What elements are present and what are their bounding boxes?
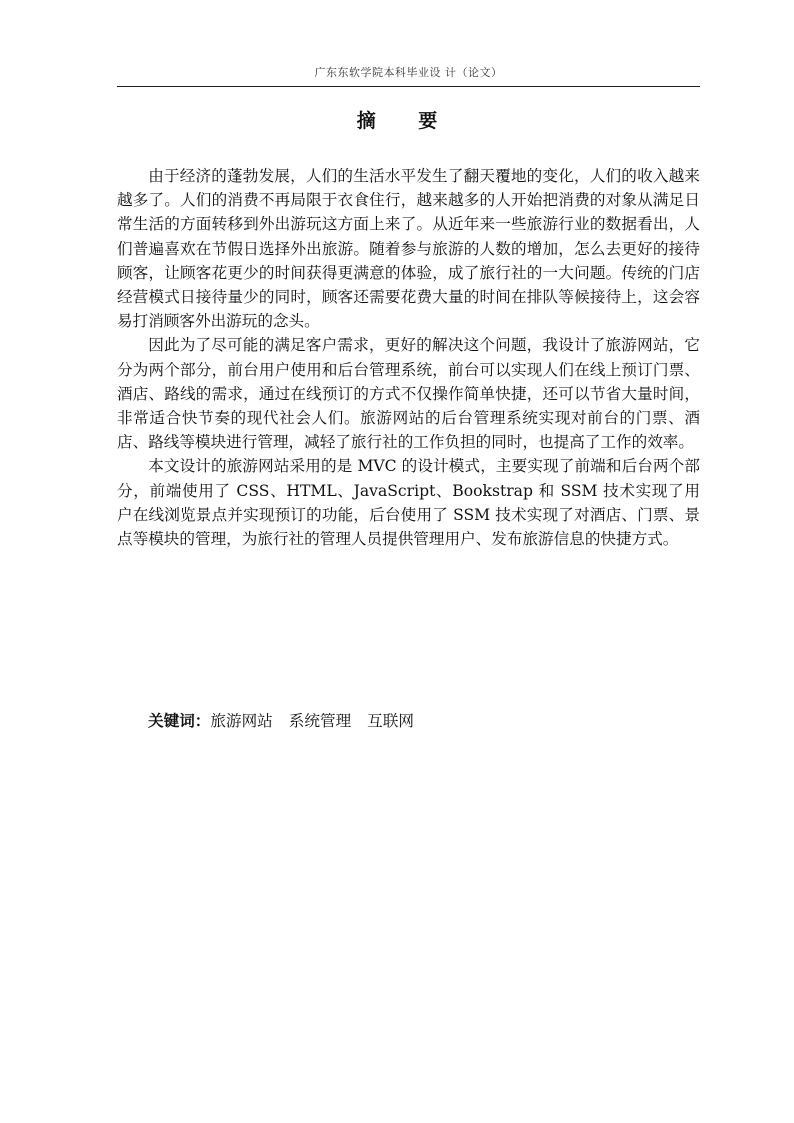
abstract-paragraph-1: 由于经济的蓬勃发展，人们的生活水平发生了翻天覆地的变化，人们的收入越来越多了。人们的消费不再局限于衣食住行，越来越多的人开始把消费的对象从满足日常生活的方面转移到外出游玩这方面上来了。从近年来一些旅游行业的数据看出，人们普遍喜欢在节假日选择外出旅游。随着参与旅游的人数的增加，怎么去更好的接待顾客，让顾客花更少的时间获得更满意的体验，成了旅行社的一大问题。传统的门店经营模式日接待量少的同时，顾客还需要花费大量的时间在排队等候接待上，这会容易打消顾客外出游玩的念头。 — [117, 167, 700, 331]
header-text: 广东东软学院本科毕业设 计（论文） — [314, 66, 503, 79]
keyword-item: 互联网 — [367, 712, 414, 730]
abstract-title: 摘 要 — [356, 110, 456, 132]
abstract-paragraph-2: 因此为了尽可能的满足客户需求，更好的解决这个问题，我设计了旅游网站，它分为两个部分，前台用户使用和后台管理系统，前台可以实现人们在线上预订门票、酒店、路线的需求，通过在线预订的方式不仅操作简单快捷，还可以节省大量时间，非常适合快节奏的现代社会人们。旅游网站的后台管理系统实现对前台的门票、酒店、路线等模块进行管理，减轻了旅行社的工作负担的同时，也提高了工作的效率。 — [117, 336, 700, 452]
abstract-body — [117, 164, 700, 551]
keyword-item: 旅游网站 — [210, 712, 273, 730]
keyword-item: 系统管理 — [288, 712, 352, 730]
keywords-line — [148, 709, 648, 733]
keywords-label: 关键词： — [148, 712, 211, 730]
page-header — [117, 64, 700, 87]
abstract-paragraph-3: 本文设计的旅游网站采用的是 MVC 的设计模式，主要实现了前端和后台两个部分，前端使用了 CSS、HTML、JavaScript、Bookstrap 和 SSM 技术实现了用户在线浏览景点并实现预订的功能，后台使用了 SSM 技术实现了对酒店、门票、景点等模块的管理，为旅行社的管理人员提供管理用户、发布旅游信息的快捷方式。 — [117, 457, 700, 549]
